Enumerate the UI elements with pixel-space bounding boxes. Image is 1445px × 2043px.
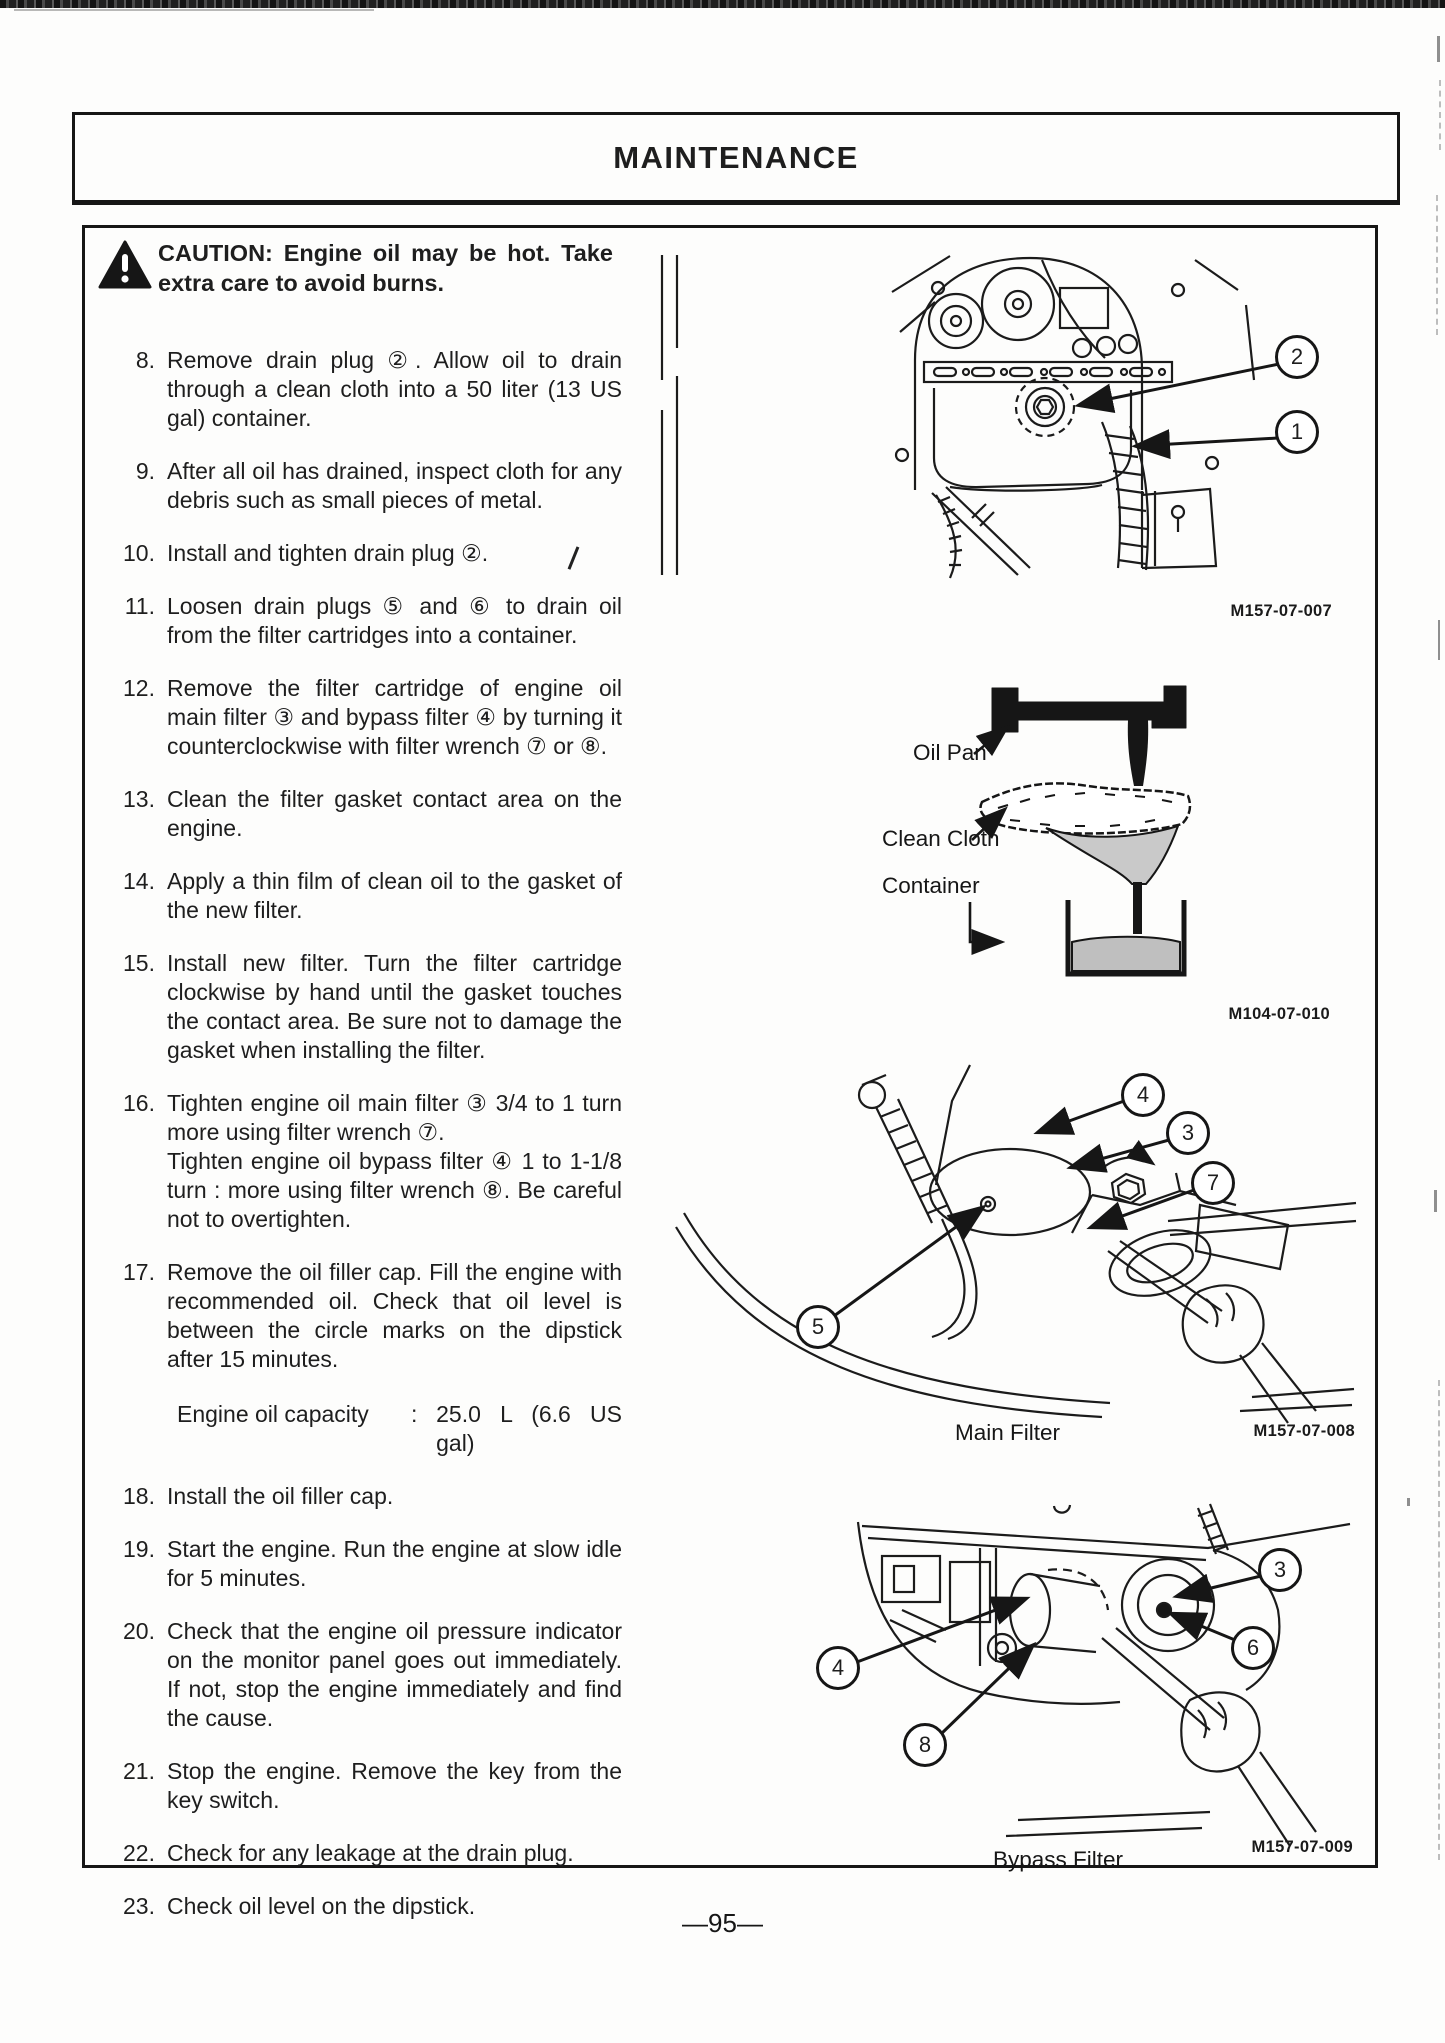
step-number: 8. xyxy=(135,347,155,373)
step-item xyxy=(115,1089,622,1234)
bypass-filter-illustration xyxy=(650,1490,1370,1875)
step-text-block xyxy=(167,867,622,925)
step-text-block xyxy=(167,1839,622,1868)
step-text-block xyxy=(167,1617,622,1733)
scan-artifact xyxy=(1438,620,1440,660)
step-text: Install and tighten drain plug ②. xyxy=(167,540,489,566)
step-text: Clean the filter gasket contact area on the engine. xyxy=(167,786,622,841)
step-number: 14. xyxy=(123,868,155,894)
scan-artifact xyxy=(1437,36,1440,62)
page-number: —95— xyxy=(682,1908,763,1938)
step-text: Apply a thin film of clean oil to the gasket of the new filter. xyxy=(167,868,622,923)
callout-oil-pan-1: 1 xyxy=(1275,410,1319,454)
warning-icon xyxy=(98,240,152,295)
caution-body: Engine oil may be hot. Take extra care to avoid burns. xyxy=(158,240,613,296)
step-text-block xyxy=(167,949,622,1065)
figure-code: M157-07-008 xyxy=(1253,1422,1355,1440)
callout-filter-wrench-8: 8 xyxy=(903,1723,947,1767)
step-text: Remove drain plug ②. Allow oil to drain through a clean cloth into a 50 liter (13 US gal) container. xyxy=(167,347,622,431)
step-item xyxy=(115,949,622,1065)
header-box xyxy=(72,112,1400,205)
step-item xyxy=(115,1617,622,1733)
callout-main-filter-3: 3 xyxy=(1258,1548,1302,1592)
step-item xyxy=(115,785,622,843)
page-title: MAINTENANCE xyxy=(613,139,859,175)
step-text: Tighten engine oil main filter ③ 3/4 to 1 turn more using filter wrench ⑦. xyxy=(167,1090,622,1145)
step-text-block xyxy=(167,346,622,433)
step-text: Loosen drain plugs ⑤ and ⑥ to drain oil from the filter cartridges into a container. xyxy=(167,593,622,648)
caution-block xyxy=(98,238,623,298)
callout-drain-plug-2: 2 xyxy=(1275,335,1319,379)
step-text: Remove the filter cartridge of engine oil main filter ③ and bypass filter ④ by turning it counterclockwise with filter wrench ⑦ or ⑧. xyxy=(167,675,622,759)
figure-drain-plug xyxy=(650,250,1350,640)
step-number: 19. xyxy=(123,1536,155,1562)
figure-main-filter xyxy=(640,1055,1360,1450)
step-text-block xyxy=(167,457,622,515)
scan-artifact xyxy=(1439,80,1441,150)
step-number: 15. xyxy=(123,950,155,976)
step-number: 11. xyxy=(124,593,155,619)
step-item xyxy=(115,1535,622,1593)
caution-text xyxy=(158,238,613,298)
callout-bypass-filter-4: 4 xyxy=(1121,1073,1165,1117)
step-text: Stop the engine. Remove the key from the key switch. xyxy=(167,1758,622,1813)
capacity-value: 25.0 L (6.6 US gal) xyxy=(436,1401,622,1456)
scan-artifact xyxy=(1438,1380,1440,1860)
step-text-block xyxy=(167,1089,622,1234)
label-clean-cloth: Clean Cloth xyxy=(882,826,1000,851)
step-item xyxy=(115,674,622,761)
label-oil-pan: Oil Pan xyxy=(913,740,987,765)
figure-code: M157-07-007 xyxy=(1230,602,1332,620)
step-item xyxy=(115,346,622,433)
step-text: Check that the engine oil pressure indicator on the monitor panel goes out immediately. If not, stop the engine immediately and find the cause. xyxy=(167,1618,622,1731)
step-text: Install the oil filler cap. xyxy=(167,1483,394,1509)
figure-oil-drain xyxy=(870,670,1350,1030)
steps-list xyxy=(115,346,622,1945)
engine-oil-capacity-row xyxy=(167,1400,622,1458)
step-item xyxy=(115,1258,622,1458)
main-filter-illustration xyxy=(640,1055,1360,1450)
step-item xyxy=(115,592,622,650)
step-number: 9. xyxy=(135,458,155,484)
step-number: 10. xyxy=(123,540,155,566)
step-text: After all oil has drained, inspect cloth for any debris such as small pieces of metal. xyxy=(167,458,622,513)
capacity-separator: : xyxy=(411,1401,418,1427)
step-text: Remove the oil filler cap. Fill the engine with recommended oil. Check that oil level is between the circle marks on the dipstick after 15 minutes. xyxy=(167,1259,622,1372)
figure-caption-main-filter: Main Filter xyxy=(955,1420,1061,1445)
step-text: Start the engine. Run the engine at slow idle for 5 minutes. xyxy=(167,1536,622,1591)
step-text-block xyxy=(167,592,622,650)
step-item xyxy=(115,457,622,515)
step-item xyxy=(115,1482,622,1511)
step-item xyxy=(115,1839,622,1868)
engine-underside-illustration xyxy=(650,250,1350,640)
scan-artifact xyxy=(1434,1190,1437,1212)
callout-filter-wrench-7: 7 xyxy=(1191,1161,1235,1205)
callout-main-filter-3: 3 xyxy=(1166,1111,1210,1155)
step-text-block xyxy=(167,1535,622,1593)
callout-drain-plug-5: 5 xyxy=(796,1305,840,1349)
step-text-block xyxy=(167,1757,622,1815)
step-item xyxy=(115,539,622,568)
step-number: 13. xyxy=(123,786,155,812)
step-number: 18. xyxy=(123,1483,155,1509)
figure-caption-bypass-filter: Bypass Filter xyxy=(993,1847,1124,1872)
step-number: 22. xyxy=(123,1840,155,1866)
step-number: 21. xyxy=(123,1758,155,1784)
step-text-block xyxy=(167,674,622,761)
scan-artifact xyxy=(1436,195,1438,335)
step-text-block xyxy=(167,1258,622,1458)
step-text-block xyxy=(167,539,622,568)
callout-drain-plug-6: 6 xyxy=(1231,1626,1275,1670)
step-item xyxy=(115,1757,622,1815)
step-text-block xyxy=(167,1482,622,1511)
figure-code: M104-07-010 xyxy=(1228,1005,1330,1023)
step-text: Install new filter. Turn the filter cartridge clockwise by hand until the gasket touches the contact area. Be sure not to damage the gasket when installing the filter. xyxy=(167,950,622,1063)
figure-code: M157-07-009 xyxy=(1251,1838,1353,1856)
step-text: Check oil level on the dipstick. xyxy=(167,1893,476,1919)
scan-artifact xyxy=(0,0,1445,8)
figure-bypass-filter xyxy=(650,1490,1370,1875)
label-container: Container xyxy=(882,873,980,898)
capacity-label: Engine oil capacity xyxy=(177,1401,369,1427)
step-number: 12. xyxy=(123,675,155,701)
step-number: 17. xyxy=(123,1259,155,1285)
step-item xyxy=(115,867,622,925)
callout-bypass-filter-4: 4 xyxy=(816,1646,860,1690)
caution-label: CAUTION: xyxy=(158,240,273,266)
step-text: Check for any leakage at the drain plug. xyxy=(167,1840,574,1866)
scan-artifact xyxy=(14,9,374,11)
step-number: 16. xyxy=(123,1090,155,1116)
step-number: 20. xyxy=(123,1618,155,1644)
step-text-block xyxy=(167,785,622,843)
step-number: 23. xyxy=(123,1893,155,1919)
scan-artifact xyxy=(1407,1498,1410,1506)
step-text: Tighten engine oil bypass filter ④ 1 to 1-1/8 turn : more using filter wrench ⑧. Be careful not to overtighten. xyxy=(167,1148,622,1232)
